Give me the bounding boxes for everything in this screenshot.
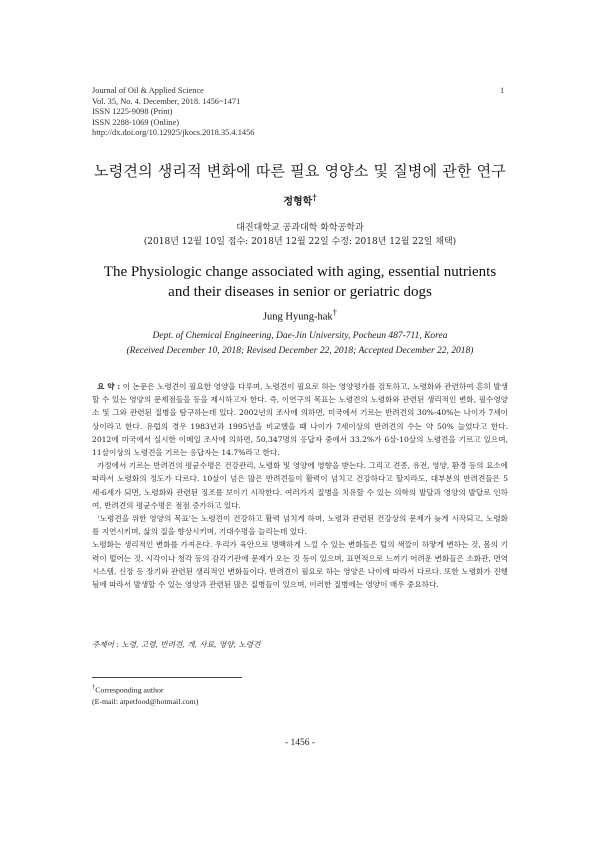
doi-link[interactable]: http://dx.doi.org/10.12925/jkocs.2018.35.4.1456 (92, 128, 255, 138)
english-dagger: † (332, 307, 338, 317)
abstract-p1 (92, 380, 508, 459)
issn-print: ISSN 1225-9098 (Print) (92, 107, 173, 117)
page-marker: 1 (500, 86, 505, 95)
abstract-p1-text: 이 논문은 노령견이 필요한 영양을 다루며, 노령견이 필요로 하는 영양평가를 검토하고, 노령화와 관련하여 흔히 발생할 수 있는 영양의 문제점들을 등을 제시하고자 한다. 즉, 이연구의 목표는 노령견의 노령화와 관련된 생리적인 변화, 필수영양소 및 그와 관련된 질병을 탐구하는데 있다. 2002년의 조사에 의하면, 미국에서 기르는 반려견의 30%-40%는 나이가 7세이상이라고 한다. 유럽의 경우 1983년과 1995년을 비교했을 때 나이가 7세이상의 반려견의 수는 약 50% 늘었다고 한다. 2012에 미국에서 실시한 이메일 조사에 의하면, 50,347명의 응답자 중에서 33.2%가 6살-10살의 노령견을 기르고 있으며, 11살이상의 노령견을 기르는 응답자는 14.7%라고 한다. (92, 382, 509, 458)
abstract-label: 요 약 : (97, 382, 121, 391)
abstract-p3 (92, 512, 508, 538)
korean-title: 노령견의 생리적 변화에 따른 필요 영양소 및 질병에 관한 연구 (94, 162, 506, 180)
abstract-p4-text: 노령화는 생리적인 변화를 가져온다. 우리가 육안으로 명백하게 느낄 수 있는 변화들은 털의 색깔이 하얗게 변하는 것, 몸의 기력이 떨어는 것, 시각이나 청각 등의 감각기관에 문제가 오는 것 등이 있으며, 표면적으로 느끼기 어려운 변화들은 소화관, 면역시스템, 신장 등 장기와 관련된 생리적인 변화들이다. 반려견이 필요로 하는 영양은 나이에 따라서 다르다. 또한 노령화가 진행됨에 따라서 발생할 수 있는 영양과 관련된 많은 질병들이 있으며, 이러한 질병에는 영양이 매우 중요하다. (92, 540, 508, 590)
korean-dates: (2018년 12월 10일 접수: 2018년 12월 22일 수정: 2018년 12월 22일 채택) (143, 237, 457, 247)
corresponding-dagger: † (312, 192, 317, 202)
abstract-p3-text: '노령견을 위한 영양의 목표'는 노령견이 건강하고 활력 넘치게 하며, 노령과 관련된 건강상의 문제가 늦게 시작되고, 노령화를 지연시키며, 삶의 질을 향상시키며, 기대수명을 늘리는데 있다. (92, 514, 509, 537)
english-author-name: Jung Hyung-hak (262, 311, 333, 323)
english-affiliation: Dept. of Chemical Engineering, Dae-Jin University, Pocheun 487-711, Korea (152, 331, 448, 341)
korean-author (60, 192, 540, 207)
keywords: 주제어 : 노령, 고령, 반려견, 개, 사료, 영양, 노령견 (92, 640, 261, 649)
journal-header (92, 86, 392, 139)
journal-volume: Vol. 35, No. 4. December, 2018. 1456~1471 (92, 96, 241, 106)
page-number: - 1456 - (284, 738, 316, 748)
abstract-p4 (92, 538, 508, 591)
journal-name: Journal of Oil & Applied Science (92, 86, 204, 95)
english-author (60, 307, 540, 323)
abstract (92, 380, 508, 591)
footnote-email[interactable]: (E-mail: atpetfood@hotmail.com) (92, 696, 199, 706)
issn-online: ISSN 2288-1069 (Online) (92, 117, 180, 127)
english-title (60, 262, 540, 302)
english-title-line2: and their diseases in senior or geriatric dogs (168, 284, 432, 300)
footnote-divider (92, 677, 242, 678)
korean-affiliation: 대진대학교 공과대학 화학공학과 (236, 223, 364, 233)
korean-author-name: 정형학 (283, 196, 313, 208)
footnote (92, 682, 198, 707)
abstract-p2 (92, 459, 508, 512)
footnote-line1 (92, 682, 198, 696)
footnote-corresponding: Corresponding author (95, 685, 164, 695)
english-dates: (Received December 10, 2018; Revised December 22, 2018; Accepted December 22, 2018) (126, 346, 474, 356)
footnote-dagger: † (92, 684, 96, 691)
abstract-p2-text: 가정에서 기르는 반려견의 평균수명은 건강관리, 노령화 및 영양에 영향을 받는다. 그리고 견종, 유전, 영양, 환경 등의 요소에 따라서 노령화의 정도가 다르다. 10살이 넘은 많은 반려견들이 활력이 넘치고 건강하다고 할지라도, 대부분의 반려견들은 5세-6세가 되면, 노령화와 관련된 징조를 보이기 시작한다. 여러가지 질병을 치유할 수 있는 의학의 발달과 영양의 발달로 인하여, 반려견의 평균수명은 점점 증가하고 있다. (92, 461, 508, 510)
english-title-line1: The Physiologic change associated with aging, essential nutrients (103, 264, 497, 280)
